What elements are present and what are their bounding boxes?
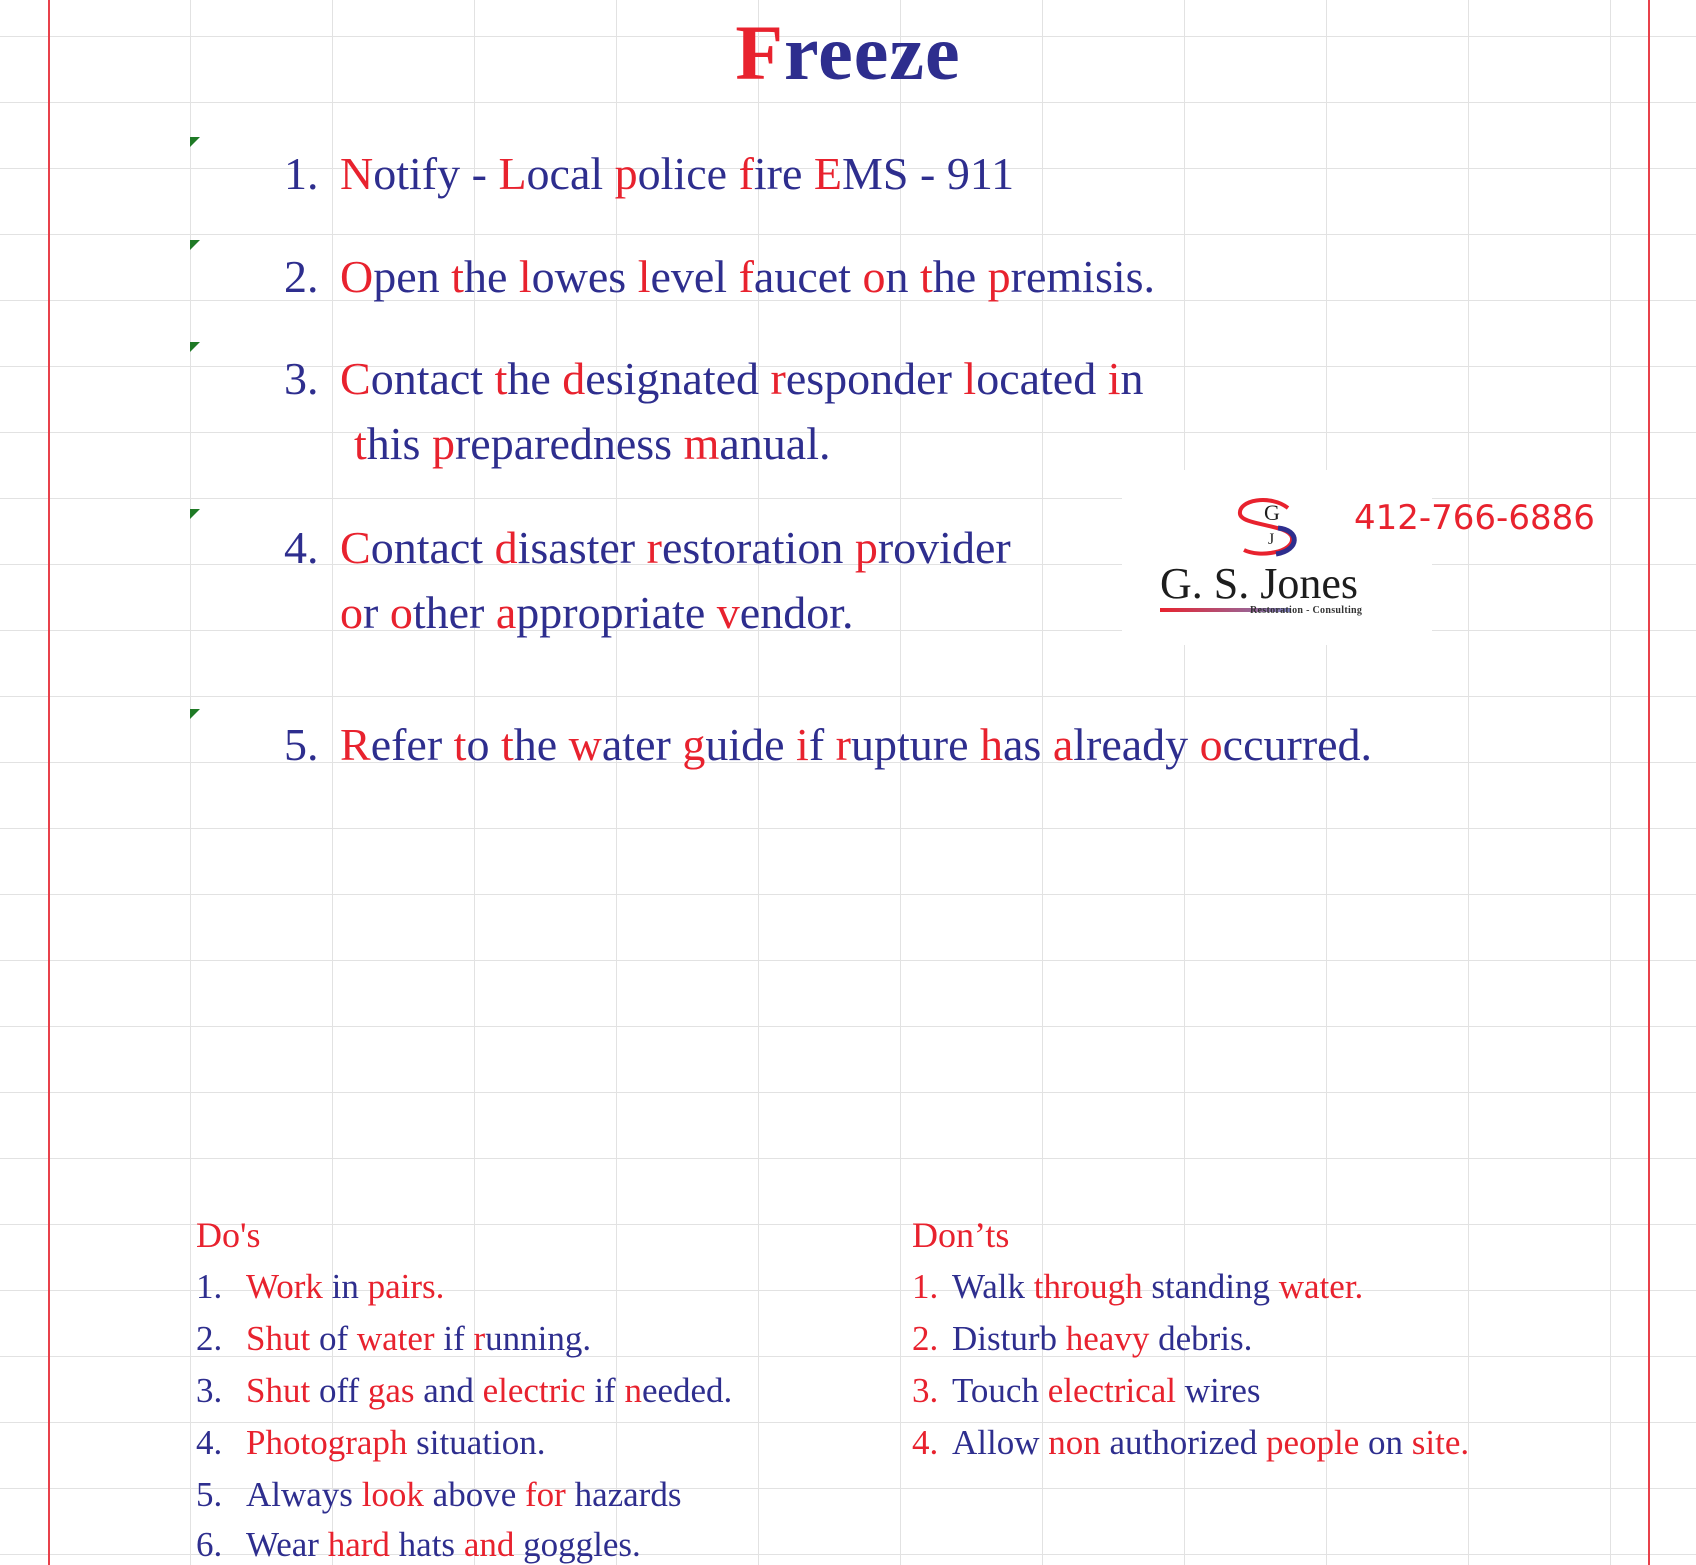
item-text	[246, 1475, 681, 1514]
step-number: 1.	[284, 148, 319, 199]
text-run: R	[340, 719, 371, 770]
item-text	[246, 1525, 641, 1564]
text-run: t	[451, 251, 464, 302]
text-run: f	[738, 148, 754, 199]
text-run: endor.	[739, 587, 854, 638]
donts-heading: Don’ts	[912, 1215, 1010, 1255]
text-run: d	[494, 522, 518, 573]
text-run: look	[361, 1475, 433, 1514]
text-run: d	[562, 353, 586, 404]
item-text	[246, 1371, 732, 1410]
text-run: C	[340, 522, 371, 573]
text-run: water.	[1278, 1267, 1364, 1306]
step-number: 4.	[284, 522, 319, 573]
text-run: he	[513, 719, 569, 770]
item-number: 6.	[196, 1525, 223, 1564]
text-run: n	[624, 1371, 642, 1410]
text-run: a	[1052, 719, 1074, 770]
page-border-left	[48, 0, 50, 1565]
item-text	[952, 1371, 1261, 1410]
donts-item	[912, 1373, 1261, 1408]
cell-marker-icon	[190, 509, 200, 519]
item-text	[246, 1267, 444, 1306]
text-run: standing	[1151, 1267, 1279, 1306]
text-run: through	[1033, 1267, 1152, 1306]
text-run: t	[453, 719, 467, 770]
text-run: wires	[1184, 1371, 1261, 1410]
item-text	[952, 1423, 1469, 1462]
text-run: t	[919, 251, 933, 302]
text-run: anual.	[719, 418, 831, 469]
donts-item	[912, 1269, 1363, 1304]
step-text	[340, 148, 1014, 199]
item-text	[246, 1319, 591, 1358]
text-run: r	[646, 522, 662, 573]
item-number: 1.	[912, 1267, 939, 1306]
step-5	[284, 719, 1373, 770]
text-run: Walk	[952, 1267, 1034, 1306]
text-run: ater	[601, 719, 683, 770]
text-run: gas	[367, 1371, 424, 1410]
text-run: goggles.	[523, 1525, 641, 1564]
text-run: electric	[482, 1371, 595, 1410]
monogram-bottom: J	[1268, 531, 1275, 548]
monogram-top: G	[1264, 500, 1280, 525]
step-3-continued	[354, 418, 831, 469]
text-run: lready	[1073, 719, 1200, 770]
text-run: ontact	[370, 522, 495, 573]
text-run: situation.	[416, 1423, 546, 1462]
title-rest: reeze	[783, 9, 961, 96]
step-1	[284, 148, 1015, 199]
text-run: w	[568, 719, 602, 770]
text-run: water	[356, 1319, 444, 1358]
donts-item	[912, 1425, 1469, 1460]
text-run: L	[498, 148, 527, 199]
text-run: hats	[398, 1525, 464, 1564]
text-run: n	[1120, 353, 1144, 404]
text-run: heavy	[1065, 1319, 1159, 1358]
text-run: O	[340, 251, 374, 302]
text-run: esignated	[585, 353, 771, 404]
text-run: Always	[246, 1475, 362, 1514]
step-text	[340, 522, 1011, 573]
text-run: pen	[373, 251, 452, 302]
text-run: his	[366, 418, 432, 469]
text-run: for	[525, 1475, 575, 1514]
item-number: 4.	[912, 1423, 939, 1462]
item-number: 3.	[912, 1371, 939, 1410]
text-run: f	[808, 719, 836, 770]
item-number: 3.	[196, 1371, 223, 1410]
donts-item	[912, 1321, 1252, 1356]
text-run: estoration	[661, 522, 855, 573]
text-run: N	[340, 148, 374, 199]
text-run: t	[354, 418, 367, 469]
text-run: uide	[705, 719, 797, 770]
text-run: n	[885, 251, 920, 302]
text-run: if	[443, 1319, 474, 1358]
cell-marker-icon	[190, 709, 200, 719]
step-text	[340, 251, 1155, 302]
text-run: Disturb	[952, 1319, 1066, 1358]
text-run: above	[432, 1475, 525, 1514]
text-run: i	[796, 719, 809, 770]
text-run: on	[1368, 1423, 1412, 1462]
text-run: m	[683, 418, 720, 469]
text-run: people	[1265, 1423, 1369, 1462]
item-number: 4.	[196, 1423, 223, 1462]
text-run: o	[1199, 719, 1223, 770]
text-run: Shut	[246, 1319, 319, 1358]
step-3	[284, 353, 1144, 404]
text-run: l	[963, 353, 977, 404]
text-run: r	[835, 719, 851, 770]
step-text	[340, 587, 854, 638]
text-run: debris.	[1158, 1319, 1253, 1358]
text-run: Touch	[952, 1371, 1048, 1410]
step-text	[340, 353, 1144, 404]
text-run: otify -	[373, 148, 499, 199]
item-number: 2.	[912, 1319, 939, 1358]
text-run: r	[363, 587, 390, 638]
text-run: ppropriate	[516, 587, 717, 638]
text-run: Photograph	[246, 1423, 417, 1462]
text-run: efer	[370, 719, 454, 770]
text-run: and	[423, 1371, 483, 1410]
cell-marker-icon	[190, 342, 200, 352]
text-run: he	[463, 251, 519, 302]
dos-item	[196, 1477, 681, 1512]
text-run: p	[431, 418, 455, 469]
text-run: owes	[531, 251, 638, 302]
step-text	[340, 719, 1372, 770]
step-number: 5.	[284, 719, 319, 770]
text-run: l	[637, 251, 651, 302]
text-run: p	[854, 522, 878, 573]
logo-tagline: Restoration - Consulting	[1250, 605, 1363, 616]
item-number: 2.	[196, 1319, 223, 1358]
monogram-icon	[1230, 498, 1316, 560]
step-2	[284, 251, 1156, 302]
dos-heading: Do's	[196, 1215, 261, 1255]
text-run: o	[862, 251, 886, 302]
step-number: 3.	[284, 353, 319, 404]
cell-marker-icon	[190, 240, 200, 250]
text-run: of	[318, 1319, 357, 1358]
text-run: Wear	[246, 1525, 328, 1564]
text-run: ocated	[976, 353, 1108, 404]
text-run: he	[507, 353, 563, 404]
text-run: v	[716, 587, 740, 638]
step-4	[284, 522, 1011, 573]
text-run: ontact	[370, 353, 495, 404]
text-run: o	[466, 719, 501, 770]
item-number: 5.	[196, 1475, 223, 1514]
text-run: authorized	[1109, 1423, 1266, 1462]
text-run: i	[1107, 353, 1121, 404]
text-run: hazards	[574, 1475, 682, 1514]
text-run: upture	[850, 719, 980, 770]
step-4-continued	[340, 587, 854, 638]
text-run: if	[594, 1371, 625, 1410]
text-run: E	[813, 148, 843, 199]
text-run: Allow	[952, 1423, 1049, 1462]
text-run: r	[770, 353, 786, 404]
page-title	[0, 9, 1696, 96]
text-run: g	[682, 719, 706, 770]
item-number: 1.	[196, 1267, 223, 1306]
step-text	[354, 418, 830, 469]
text-run: esponder	[785, 353, 964, 404]
dos-item	[196, 1527, 641, 1562]
text-run: non	[1048, 1423, 1110, 1462]
text-run: p	[614, 148, 638, 199]
text-run: r	[473, 1319, 486, 1358]
text-run: unning.	[485, 1319, 592, 1358]
dos-item	[196, 1269, 444, 1304]
text-run: l	[518, 251, 532, 302]
page-border-right	[1648, 0, 1650, 1565]
text-run: C	[340, 353, 371, 404]
text-run: as	[1002, 719, 1053, 770]
dos-item	[196, 1425, 545, 1460]
text-run: Shut	[246, 1371, 319, 1410]
text-run: hard	[327, 1525, 399, 1564]
item-text	[246, 1423, 545, 1462]
text-run: MS - 911	[842, 148, 1015, 199]
text-run: in	[331, 1267, 368, 1306]
dos-item	[196, 1321, 591, 1356]
cell-marker-icon	[190, 137, 200, 147]
item-text	[952, 1267, 1363, 1306]
dos-item	[196, 1373, 732, 1408]
text-run: a	[495, 587, 517, 638]
text-run: f	[738, 251, 754, 302]
text-run: ire	[753, 148, 814, 199]
text-run: h	[979, 719, 1003, 770]
text-run: p	[987, 251, 1011, 302]
text-run: electrical	[1047, 1371, 1185, 1410]
text-run: site.	[1411, 1423, 1470, 1462]
text-run: o	[389, 587, 413, 638]
step-number: 2.	[284, 251, 319, 302]
text-run: off	[318, 1371, 368, 1410]
text-run: reparedness	[454, 418, 684, 469]
text-run: and	[463, 1525, 524, 1564]
text-run: o	[340, 587, 363, 638]
text-run: isaster	[517, 522, 647, 573]
text-run: t	[500, 719, 514, 770]
text-run: t	[494, 353, 508, 404]
text-run: pairs.	[367, 1267, 445, 1306]
phone-number: 412-766-6886	[1354, 498, 1595, 538]
logo-name: G. S. Jones	[1160, 559, 1359, 608]
text-run: he	[932, 251, 988, 302]
item-text	[952, 1319, 1252, 1358]
text-run: ccurred.	[1222, 719, 1373, 770]
title-initial: F	[735, 9, 784, 96]
text-run: aucet	[753, 251, 863, 302]
text-run: olice	[637, 148, 739, 199]
text-run: remisis.	[1010, 251, 1156, 302]
text-run: rovider	[877, 522, 1011, 573]
text-run: ther	[412, 587, 496, 638]
text-run: eeded.	[641, 1371, 733, 1410]
text-run: Work	[246, 1267, 332, 1306]
text-run: evel	[650, 251, 739, 302]
text-run: ocal	[526, 148, 615, 199]
